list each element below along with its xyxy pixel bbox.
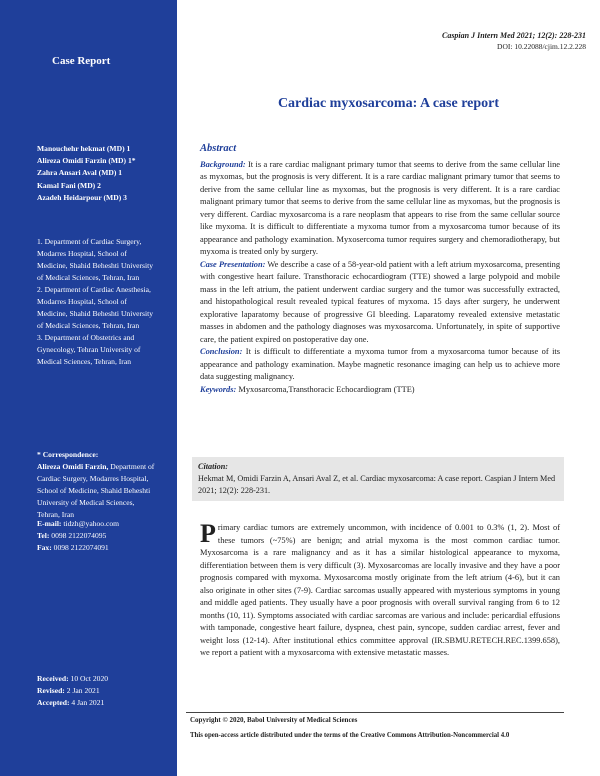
affiliation: 1. Department of Cardiac Surgery, Modarres Hospital, School of Medicine, Shahid Beheshti University of Medical Sciences, Tehran, Iran xyxy=(37,237,153,282)
correspondence xyxy=(37,449,157,521)
author: Azadeh Heidarpour (MD) 3 xyxy=(37,192,127,202)
accepted-label: Accepted: xyxy=(37,698,70,707)
journal-header xyxy=(442,30,586,52)
contact-info xyxy=(37,518,157,554)
received-label: Received: xyxy=(37,674,69,683)
email-link[interactable]: tidzh@yahoo.com xyxy=(61,519,120,528)
tel-value: 0098 2122074095 xyxy=(49,531,107,540)
correspondence-address: Department of Cardiac Surgery, Modarres Hospital, School of Medicine, Shahid Beheshti University of Medical Sciences, Tehran, Iran xyxy=(37,462,155,519)
email-label: E-mail: xyxy=(37,519,62,528)
author: Alireza Omidi Farzin (MD) 1* xyxy=(37,156,136,166)
keywords-text: Myxosarcoma,Transthoracic Echocardiogram (TTE) xyxy=(236,384,415,394)
conclusion-label: Conclusion: xyxy=(200,347,243,356)
background-label: Background: xyxy=(200,159,246,169)
introduction-text: rimary cardiac tumors are extremely uncommon, with incidence of 0.001 to 0.3% (1, 2). Most of these tumors (~75%) are benign; and atrial myxoma is the most common cardiac tumor. Myxosarcoma is a rare malignancy and as it has a similar histological appearance to myxoma, differentiation between them is very difficult (3). Myxosarcomas are locally invasive and they have a poor prognosis compared with myxoma. Myxosarcoma mostly originate from the left atrium (4-6), but it can also originate in other sites (7-9). Cardiac sarcomas usually appeared with mysterious symptoms in young and middle aged patients. They usually have a poor prognosis with overall survival ranging from 6 to 12 months (10, 11). Symptoms associated with cardiac sarcomas are various and include: pericardial effusions with tamponade, congestive heart failure, dyspnea, chest pain, syncope, sudden cardiac arrest, fever and weight loss (12-14). After institutional ethics committee approval (IR.SBMU.RETECH.REC.1399.658), we report a patient with a myxosarcoma with extensive metastatic masses. xyxy=(200,523,560,657)
correspondence-label: * Correspondence: xyxy=(37,450,99,459)
abstract-conclusion xyxy=(200,346,560,384)
correspondence-name: Alireza Omidi Farzin, xyxy=(37,462,109,471)
revised-date: 2 Jan 2021 xyxy=(64,686,100,695)
case-text: We describe a case of a 58-year-old patient with a left atrium myxosarcoma, presenting with congestive heart failure. Transthoracic echocardiogram (TTE) showed a large polypoid and mobile mass in the left atrium, the patient underwent cardiac surgery and the tumor was successfully extracted, and histopathological result revealed typical features of myxoma. 15 days after surgery, he underwent explorative laparatomy because of progressive GI bleeding. Laparatomy revealed extensive metastatic masses in abdomen and the pathology diagnoses was myxosarcoma. Unfortunately, in spite of supportive care, the patient expired on postoperative day one. xyxy=(200,259,561,344)
keywords-label: Keywords: xyxy=(200,384,237,394)
article-title: Cardiac myxosarcoma: A case report xyxy=(277,96,500,111)
received-date: 10 Oct 2020 xyxy=(68,674,109,683)
affiliation: 2. Department of Cardiac Anesthesia, Modarres Hospital, School of Medicine, Shahid Beheshti University of Medical Sciences, Tehran, Iran xyxy=(37,285,153,330)
abstract-keywords xyxy=(200,384,560,397)
license-notice: This open-access article distributed under the terms of the Creative Commons Attribution-Noncommercial 4.0 xyxy=(190,732,510,739)
footer-divider xyxy=(186,712,564,713)
article-dates xyxy=(37,673,157,709)
sidebar xyxy=(0,0,177,776)
introduction-paragraph xyxy=(200,519,560,660)
author: Kamal Fani (MD) 2 xyxy=(37,180,101,190)
conclusion-text: It is difficult to differentiate a myxoma tumor from a myxosarcoma tumor because of its appearance and pathology examination. Maybe magnetic resonance imaging can help us to achieve more data suggesting malignancy. xyxy=(200,347,560,381)
background-text: It is a rare cardiac malignant primary tumor that seems to derive from the same cellular line as myxomas, but the prognosis is very different. It is a rare cardiac malignant primary tumor that seems to derive from the same cellular line as myxomas, but the prognosis is very different. It is a rare cardiac malignant primary tumor that seems to derive from the same cellular line as myxomas, but the prognosis is very different. Cardiac myxosarcoma is a rare neoplasm that appears to rise from the same cellular source like myxoma. It is difficult to differentiate a myxoma tumor from a myxosarcoma tumor because of its appearance and pathology examination. Myxosercoma tumor requires surgery and chemoradiotherapy, but myxoma is treated only by surgery. xyxy=(200,159,560,256)
abstract-case xyxy=(200,259,560,347)
fax-value: 0098 2122074091 xyxy=(51,543,109,552)
drop-cap: P xyxy=(200,519,216,548)
copyright-notice: Copyright © 2020, Babol University of Medical Sciences xyxy=(190,716,358,724)
section-label: Case Report xyxy=(52,55,111,67)
abstract-heading: Abstract xyxy=(200,143,237,154)
citation-box xyxy=(192,457,564,501)
affiliations xyxy=(37,236,157,368)
abstract xyxy=(200,143,560,396)
correspondence-body xyxy=(37,461,157,521)
author: Zahra Ansari Aval (MD) 1 xyxy=(37,168,123,178)
author-list xyxy=(37,143,157,204)
fax-label: Fax: xyxy=(37,543,52,552)
doi[interactable]: DOI: 10.22088/cjim.12.2.228 xyxy=(497,42,586,51)
citation-text: Hekmat M, Omidi Farzin A, Ansari Aval Z, et al. Cardiac myxosarcoma: A case report. Caspian J Intern Med 2021; 12(2): 228-231. xyxy=(198,474,556,495)
author: Manouchehr hekmat (MD) 1 xyxy=(37,144,131,153)
journal-citation: Caspian J Intern Med 2021; 12(2): 228-231 xyxy=(441,31,586,40)
abstract-background xyxy=(200,159,560,259)
tel-label: Tel: xyxy=(37,531,50,540)
revised-label: Revised: xyxy=(37,686,65,695)
affiliation: 3. Department of Obstetrics and Gynecology, Tehran University of Medical Sciences, Tehran, Iran xyxy=(37,333,141,366)
case-label: Case Presentation: xyxy=(200,259,266,269)
accepted-date: 4 Jan 2021 xyxy=(69,698,105,707)
citation-label: Citation: xyxy=(198,462,229,471)
